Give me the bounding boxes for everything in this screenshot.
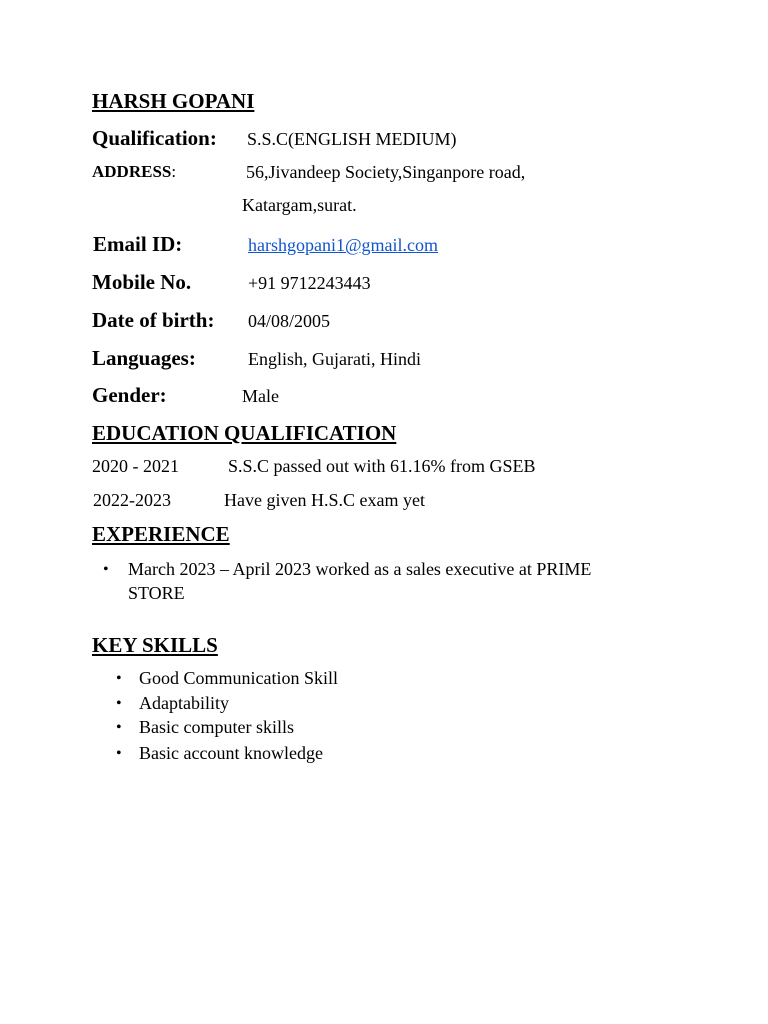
address-line-1: 56,Jivandeep Society,Singanpore road,: [246, 162, 526, 182]
skill-item: Adaptability: [139, 693, 229, 713]
email-link[interactable]: harshgopani1@gmail.com: [248, 235, 439, 255]
education-detail-1: S.S.C passed out with 61.16% from GSEB: [228, 456, 536, 476]
address-colon: :: [171, 162, 177, 181]
experience-heading: EXPERIENCE: [92, 522, 230, 546]
skill-bullet: •: [116, 745, 122, 762]
experience-line-1: March 2023 – April 2023 worked as a sales executive at PRIME: [128, 559, 592, 579]
email-label: Email ID:: [93, 232, 183, 256]
gender-label: Gender:: [92, 383, 167, 407]
education-years-1: 2020 - 2021: [92, 456, 179, 476]
experience-bullet: •: [103, 561, 109, 578]
education-detail-2: Have given H.S.C exam yet: [224, 490, 425, 510]
mobile-label: Mobile No.: [92, 270, 192, 294]
skill-item: Good Communication Skill: [139, 668, 339, 688]
gender-value: Male: [242, 386, 279, 406]
skill-bullet: •: [116, 670, 122, 687]
qualification-label: Qualification:: [92, 126, 217, 150]
dob-value: 04/08/2005: [248, 311, 331, 331]
address-label: ADDRESS: [92, 162, 172, 181]
candidate-name: HARSH GOPANI: [92, 89, 255, 113]
mobile-value: +91 9712243443: [248, 273, 371, 293]
languages-label: Languages:: [92, 346, 196, 370]
key-skills-heading: KEY SKILLS: [92, 633, 218, 657]
skill-item: Basic account knowledge: [139, 743, 323, 763]
address-line-2: Katargam,surat.: [242, 195, 357, 215]
education-heading: EDUCATION QUALIFICATION: [92, 421, 397, 445]
education-years-2: 2022-2023: [93, 490, 171, 510]
skill-bullet: •: [116, 719, 122, 736]
experience-line-2: STORE: [128, 583, 185, 603]
address-label-group: [92, 162, 176, 182]
skill-item: Basic computer skills: [139, 717, 294, 737]
languages-value: English, Gujarati, Hindi: [248, 349, 421, 369]
qualification-value: S.S.C(ENGLISH MEDIUM): [247, 129, 457, 149]
dob-label: Date of birth:: [92, 308, 215, 332]
skill-bullet: •: [116, 695, 122, 712]
